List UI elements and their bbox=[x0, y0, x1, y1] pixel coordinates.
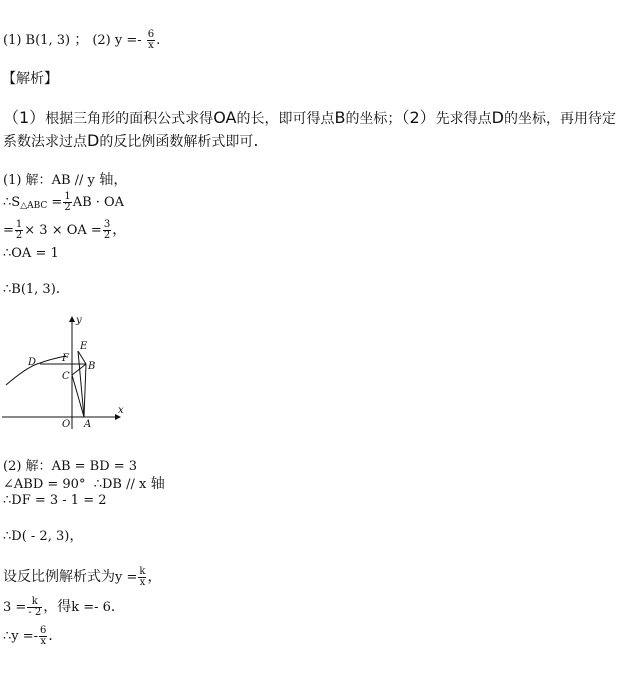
label-x: x bbox=[118, 405, 124, 416]
sol1-l3-expr: × 3 × OA = bbox=[24, 223, 102, 238]
segment-ab bbox=[84, 364, 86, 417]
sol2-line-6 bbox=[3, 597, 125, 618]
label-d: D bbox=[28, 357, 37, 368]
label-o: O bbox=[62, 419, 71, 430]
analysis-text-1: 根据三角形的面积公式求得 bbox=[45, 111, 214, 127]
sol2-kx bbox=[138, 567, 146, 588]
sol2-parallel: ∴DB // x bbox=[93, 477, 147, 492]
sol1-l3-eq: = bbox=[3, 223, 14, 238]
sol1-half-den: 2 bbox=[64, 202, 71, 213]
sol1-axis: 轴， bbox=[94, 172, 128, 188]
analysis-oa: OA bbox=[213, 108, 237, 127]
sol2-point-d: ∴D( - 2, 3) bbox=[3, 529, 70, 544]
sol1-line-3 bbox=[3, 220, 126, 241]
sol2-final-fraction bbox=[39, 626, 47, 647]
answer-line bbox=[3, 30, 160, 51]
sol1-l3-result-num: 3 bbox=[103, 219, 111, 230]
sol1-product: AB · OA bbox=[72, 195, 125, 210]
sol2-k-num: k bbox=[31, 596, 38, 607]
label-b: B bbox=[88, 361, 96, 372]
sol2-k-den: - 2 bbox=[28, 607, 42, 618]
analysis-index-2: （2） bbox=[401, 108, 436, 127]
analysis-end: . bbox=[253, 131, 259, 150]
answer-end: . bbox=[156, 33, 161, 48]
sol2-l4-comma: ， bbox=[69, 528, 84, 544]
sol2-final: ∴y =- bbox=[3, 629, 39, 644]
sol1-half bbox=[63, 192, 71, 213]
answer-separator: ； bbox=[74, 32, 89, 48]
sol1-label: (1) 解： bbox=[3, 173, 52, 188]
sol2-k-over-minus2 bbox=[27, 597, 42, 618]
sol1-area: ∴S bbox=[3, 195, 21, 210]
sol2-y-eq: y = bbox=[115, 570, 138, 585]
analysis-text-4: 先求得点 bbox=[435, 111, 492, 127]
sol2-l5-comma: ， bbox=[147, 569, 162, 585]
sol1-line-1 bbox=[3, 172, 127, 189]
sol2-line-3: ∴DF = 3 - 1 = 2 bbox=[3, 493, 107, 508]
sol2-final-period: ． bbox=[48, 628, 63, 644]
section-title: 【解析】 bbox=[2, 71, 58, 87]
label-a: A bbox=[84, 419, 92, 430]
analysis-b: B bbox=[334, 108, 346, 127]
sol2-equal-sides: AB = BD = 3 bbox=[51, 459, 138, 474]
sol2-kx-den: x bbox=[139, 577, 146, 588]
sol2-label: (2) 解： bbox=[3, 459, 52, 474]
sol1-line-5 bbox=[3, 281, 70, 298]
analysis-index-1: （1） bbox=[3, 108, 46, 127]
sol1-l3-half-num: 1 bbox=[15, 219, 23, 230]
answer-fraction-num: 6 bbox=[147, 29, 155, 40]
analysis-text-5: 的坐标，再用待定系数法求过点 bbox=[3, 111, 616, 150]
analysis-text-2: 的长，即可得点 bbox=[236, 111, 335, 127]
analysis-d: D bbox=[491, 108, 504, 127]
sol1-period: ． bbox=[55, 281, 70, 297]
answer-fraction bbox=[147, 30, 155, 51]
label-e: E bbox=[80, 341, 88, 352]
sol2-final-den: x bbox=[40, 636, 47, 647]
sol1-line-4: ∴OA = 1 bbox=[3, 246, 59, 261]
sol2-line-4 bbox=[3, 528, 83, 545]
sol2-kx-num: k bbox=[139, 566, 146, 577]
answer-fraction-den: x bbox=[148, 40, 154, 51]
sol2-line-2 bbox=[3, 476, 165, 493]
sol1-l3-comma: ， bbox=[112, 222, 127, 238]
sol2-line-1 bbox=[3, 459, 137, 475]
sol2-get: ，得 bbox=[43, 599, 72, 615]
answer-part1: (1) B(1, 3) bbox=[3, 33, 71, 48]
sol2-setup: 设反比例解析式为 bbox=[3, 569, 115, 585]
sol2-three-eq: 3 = bbox=[3, 600, 27, 615]
sol1-l3-half bbox=[15, 220, 23, 241]
sol2-angle: ∠ABD = 90° bbox=[3, 477, 86, 492]
label-y: y bbox=[76, 315, 82, 326]
answer-part2: (2) y =- bbox=[92, 33, 142, 48]
sol2-l6-period: ． bbox=[110, 599, 125, 615]
sol2-line-7 bbox=[3, 626, 62, 647]
analysis-d2: D bbox=[87, 131, 100, 150]
sol1-half-num: 1 bbox=[64, 191, 71, 202]
sol1-eq: = bbox=[47, 195, 63, 210]
sol1-line-2 bbox=[3, 192, 124, 214]
sol1-point-b: ∴B(1, 3) bbox=[3, 282, 56, 297]
sol1-l3-half-den: 2 bbox=[15, 230, 23, 241]
coordinate-figure bbox=[0, 313, 130, 433]
sol1-l3-result bbox=[103, 220, 111, 241]
analysis-paragraph bbox=[3, 107, 627, 153]
sol2-final-num: 6 bbox=[40, 625, 47, 636]
sol2-line-5 bbox=[3, 567, 161, 588]
label-f: F bbox=[62, 353, 69, 364]
sol1-parallel: AB // y bbox=[51, 173, 95, 188]
label-c: C bbox=[62, 371, 70, 382]
sol1-area-sub: △ABC bbox=[20, 201, 48, 211]
analysis-text-6: 的反比例函数解析式即可 bbox=[99, 134, 254, 150]
sol2-k-value: k =- 6 bbox=[71, 600, 111, 615]
sol2-axis: 轴 bbox=[146, 476, 165, 492]
sol1-l3-result-den: 2 bbox=[103, 230, 111, 241]
analysis-text-3: 的坐标； bbox=[345, 111, 402, 127]
